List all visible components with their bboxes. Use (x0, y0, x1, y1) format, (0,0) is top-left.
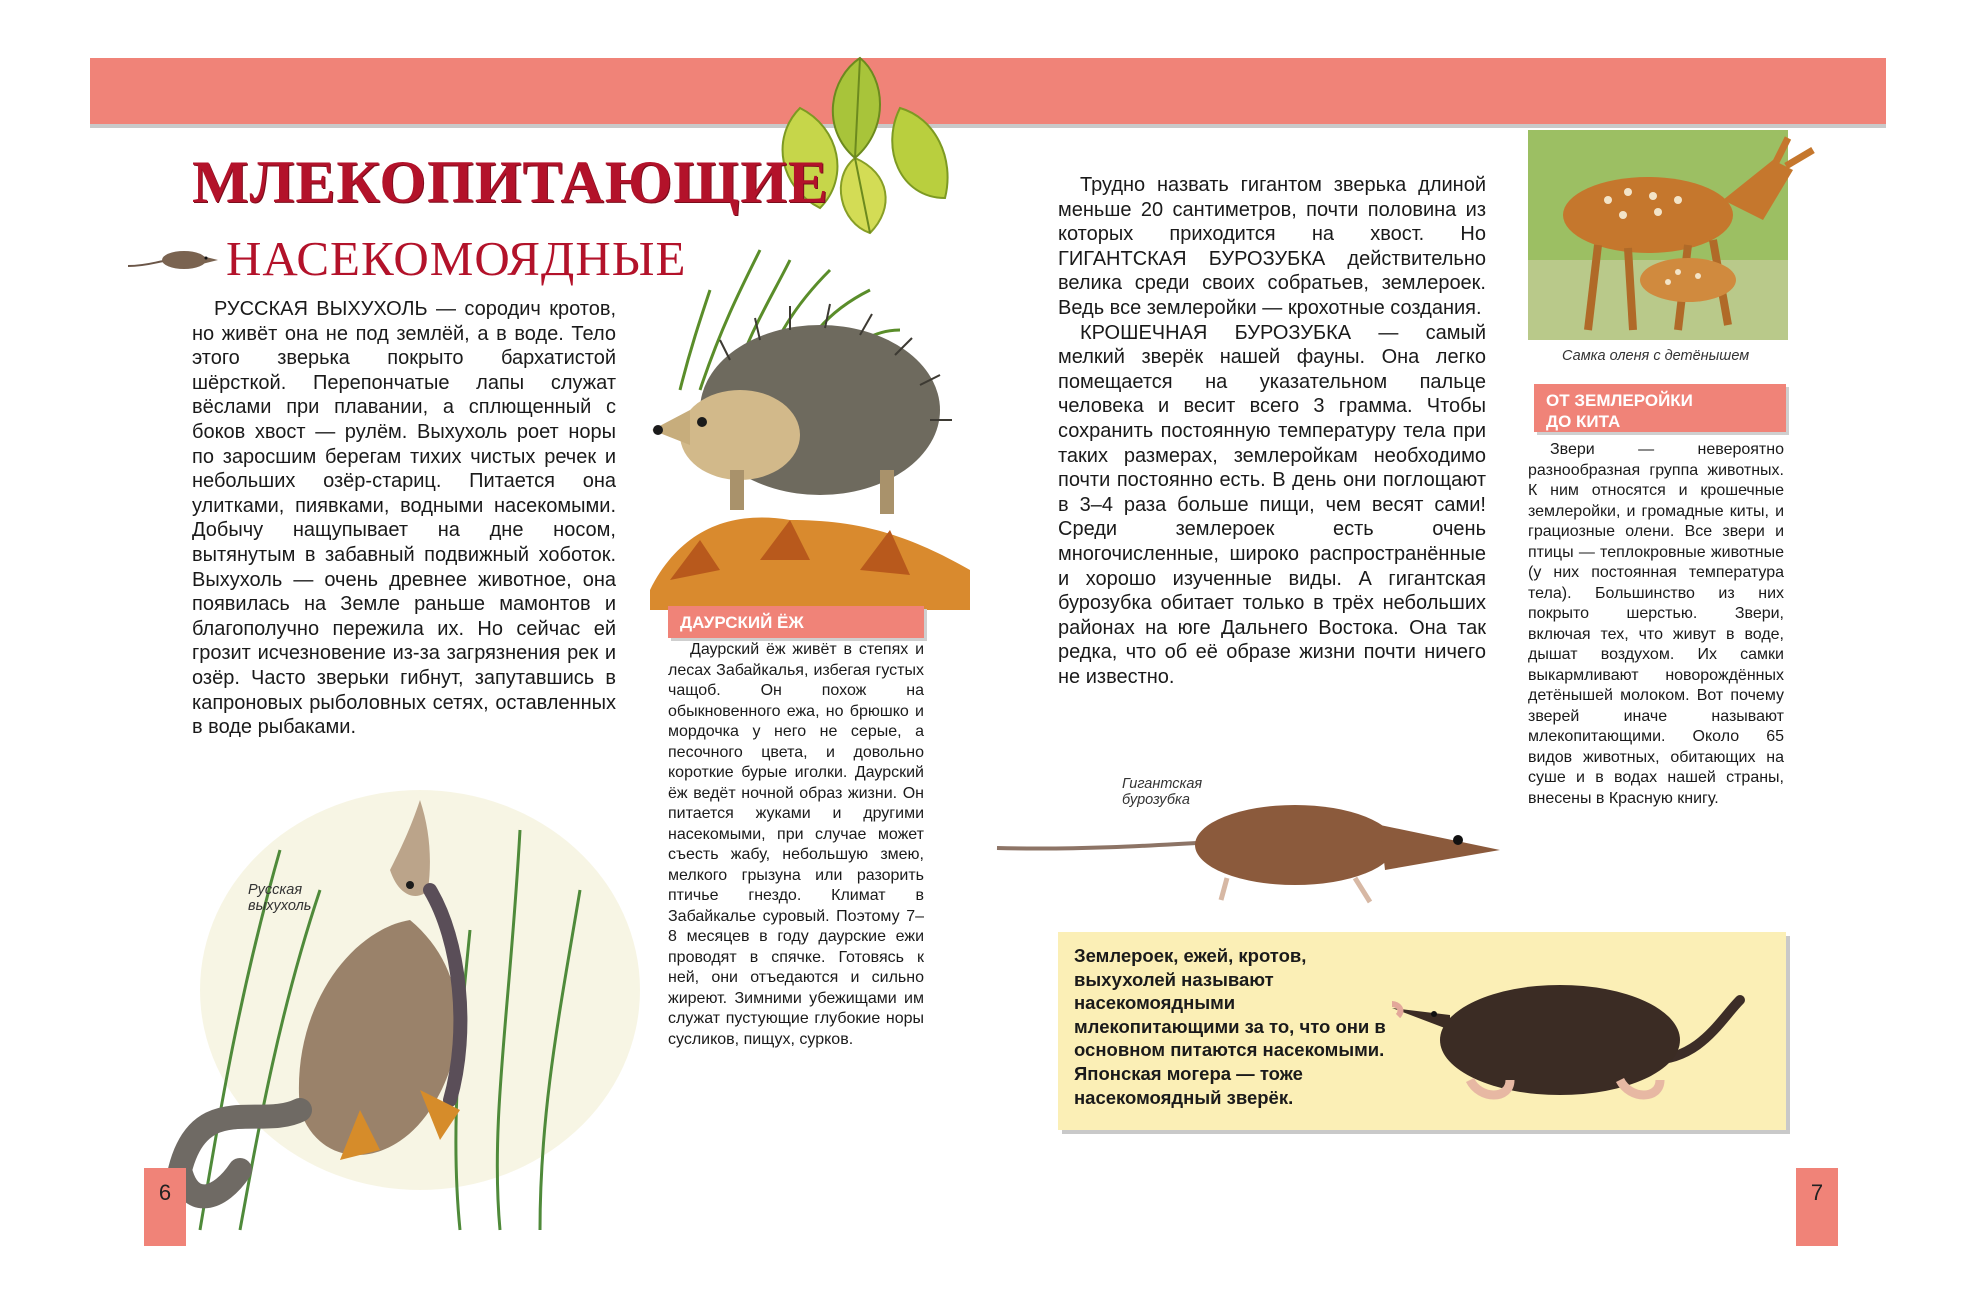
deer-caption: Самка оленя с детёнышем (1562, 348, 1750, 364)
section-subtitle: НАСЕКОМОЯДНЫЕ (226, 231, 687, 286)
vykhukhol-paragraph: РУССКАЯ ВЫХУХОЛЬ — сородич кротов, но живёт она не под землёй, а в воде. Тело этого зверька покрыто бархатистой шёрсткой. Перепончатые лапы служат вёслами при плавании, а сплющенный с боков хвост — рулём. Выхухоль роет норы по заросшим берегам тихих чистых речек и небольших озёр-стариц. Питается она улитками, пиявками, водными насекомыми. Добычу нащупывает на дне носом, вытянутым в забавный подвижный хоботок. Выхухоль — очень древнее животное, она появилась на Земле раньше мамонтов и благополучно пережила их. Но сейчас ей грозит исчезновение из-за загрязнения рек и озёр. Часто зверьки гибнут, запутавшись в капроновых рыболовных сетях, оставленных в воде рыбаками. (192, 298, 616, 739)
hedgehog-paragraph: Даурский ёж живёт в степях и лесах Забайкалья, избегая густых чащоб. Он похож на обыкновенного ежа, но брюшко и мордочка у него не серые, а песочного цвета, и довольно короткие бурые иголки. Даурский ёж ведёт ночной образ жизни. Он питается жуками и другими насекомыми, при случае может съесть жабу, небольшую змею, мелкого грызуна или разорить птичье гнездо. Климат в Забайкалье суровый. Поэтому 7–8 месяцев в году даурские ежи проводят в спячке. Готовясь к ней, они отъедаются и сильно жиреют. Зимними убежищами им служат пустующие глубокие норы сусликов, пищух, сурков. (668, 641, 924, 1048)
shrew-small-icon (126, 244, 222, 276)
deer-paragraph: Звери — невероятно разнообразная группа животных. К ним относятся и крошечные землеройки, и громадные киты, и грациозные олени. Все звери и птицы — теплокровные животные (у них постоянная температура тела). Большинство из них покрыто шерстью. Звери, включая тех, что живут в воде, дышат воздухом. Их самки выкармливают новорождённых детёнышей молоком. Вот почему зверей иначе называют млекопитающими. Около 65 видов животных, обитающих на суше и в водах нашей страны, внесены в Красную книгу. (1528, 441, 1784, 807)
vykhukhol-illustration (160, 790, 640, 1230)
page-number-right: 7 (1796, 1168, 1838, 1246)
note-box-paragraph: Землероек, ежей, кротов, выхухолей называют насекомоядными млекопитающими за то, что они в основном питаются насекомыми. Японская могера — тоже насекомоядный зверёк. (1074, 945, 1386, 1108)
hedgehog-illustration (640, 230, 980, 610)
deer-photo (1528, 130, 1828, 340)
mole-illustration (1390, 960, 1770, 1120)
shrew-illustration (995, 770, 1515, 920)
note-box-text (1074, 944, 1392, 1109)
hedgehog-heading-label: ДАУРСКИЙ ЁЖ (668, 606, 924, 638)
hedgehog-text (668, 640, 924, 1050)
shrew-paragraph-2: КРОШЕЧНАЯ БУРОЗУБКА — самый мелкий зверёк нашей фауны. Она легко помещается на указательном пальце человека и весит всего 3 грамма. Чтобы сохранить постоянную температуру тела при таких размерах, землеройкам необходимо почти постоянно есть. В день они поглощают в 3–4 раза больше пищи, чем весят сами! Среди землероек есть очень многочисленные, широко распространённые и хорошо изученные виды. А гигантская бурозубка обитает только в трёх небольших районах на юге Дальнего Востока. Она так редка, что об её образе жизни почти ничего не известно. (1058, 321, 1486, 688)
vykhukhol-text (192, 297, 616, 740)
page-title: МЛЕКОПИТАЮЩИЕ (192, 149, 829, 215)
deer-text (1528, 440, 1784, 809)
shrew-caption: Гигантская бурозубка (1122, 776, 1203, 808)
header-bar (90, 58, 1886, 124)
shrew-text (1058, 173, 1486, 689)
header-bar-shadow (90, 124, 1886, 128)
page-number-left: 6 (144, 1168, 186, 1246)
vykhukhol-caption: Русская выхухоль (248, 882, 312, 914)
shrew-paragraph-1: Трудно назвать гигантом зверька длиной меньше 20 сантиметров, почти половина из которых приходится на хвост. Но ГИГАНТСКАЯ БУРОЗУБКА действительно велика среди своих собратьев, землероек. Ведь все землеройки — крохотные создания. (1058, 174, 1486, 319)
deer-heading-label: ОТ ЗЕМЛЕРОЙКИ ДО КИТА (1534, 384, 1786, 432)
